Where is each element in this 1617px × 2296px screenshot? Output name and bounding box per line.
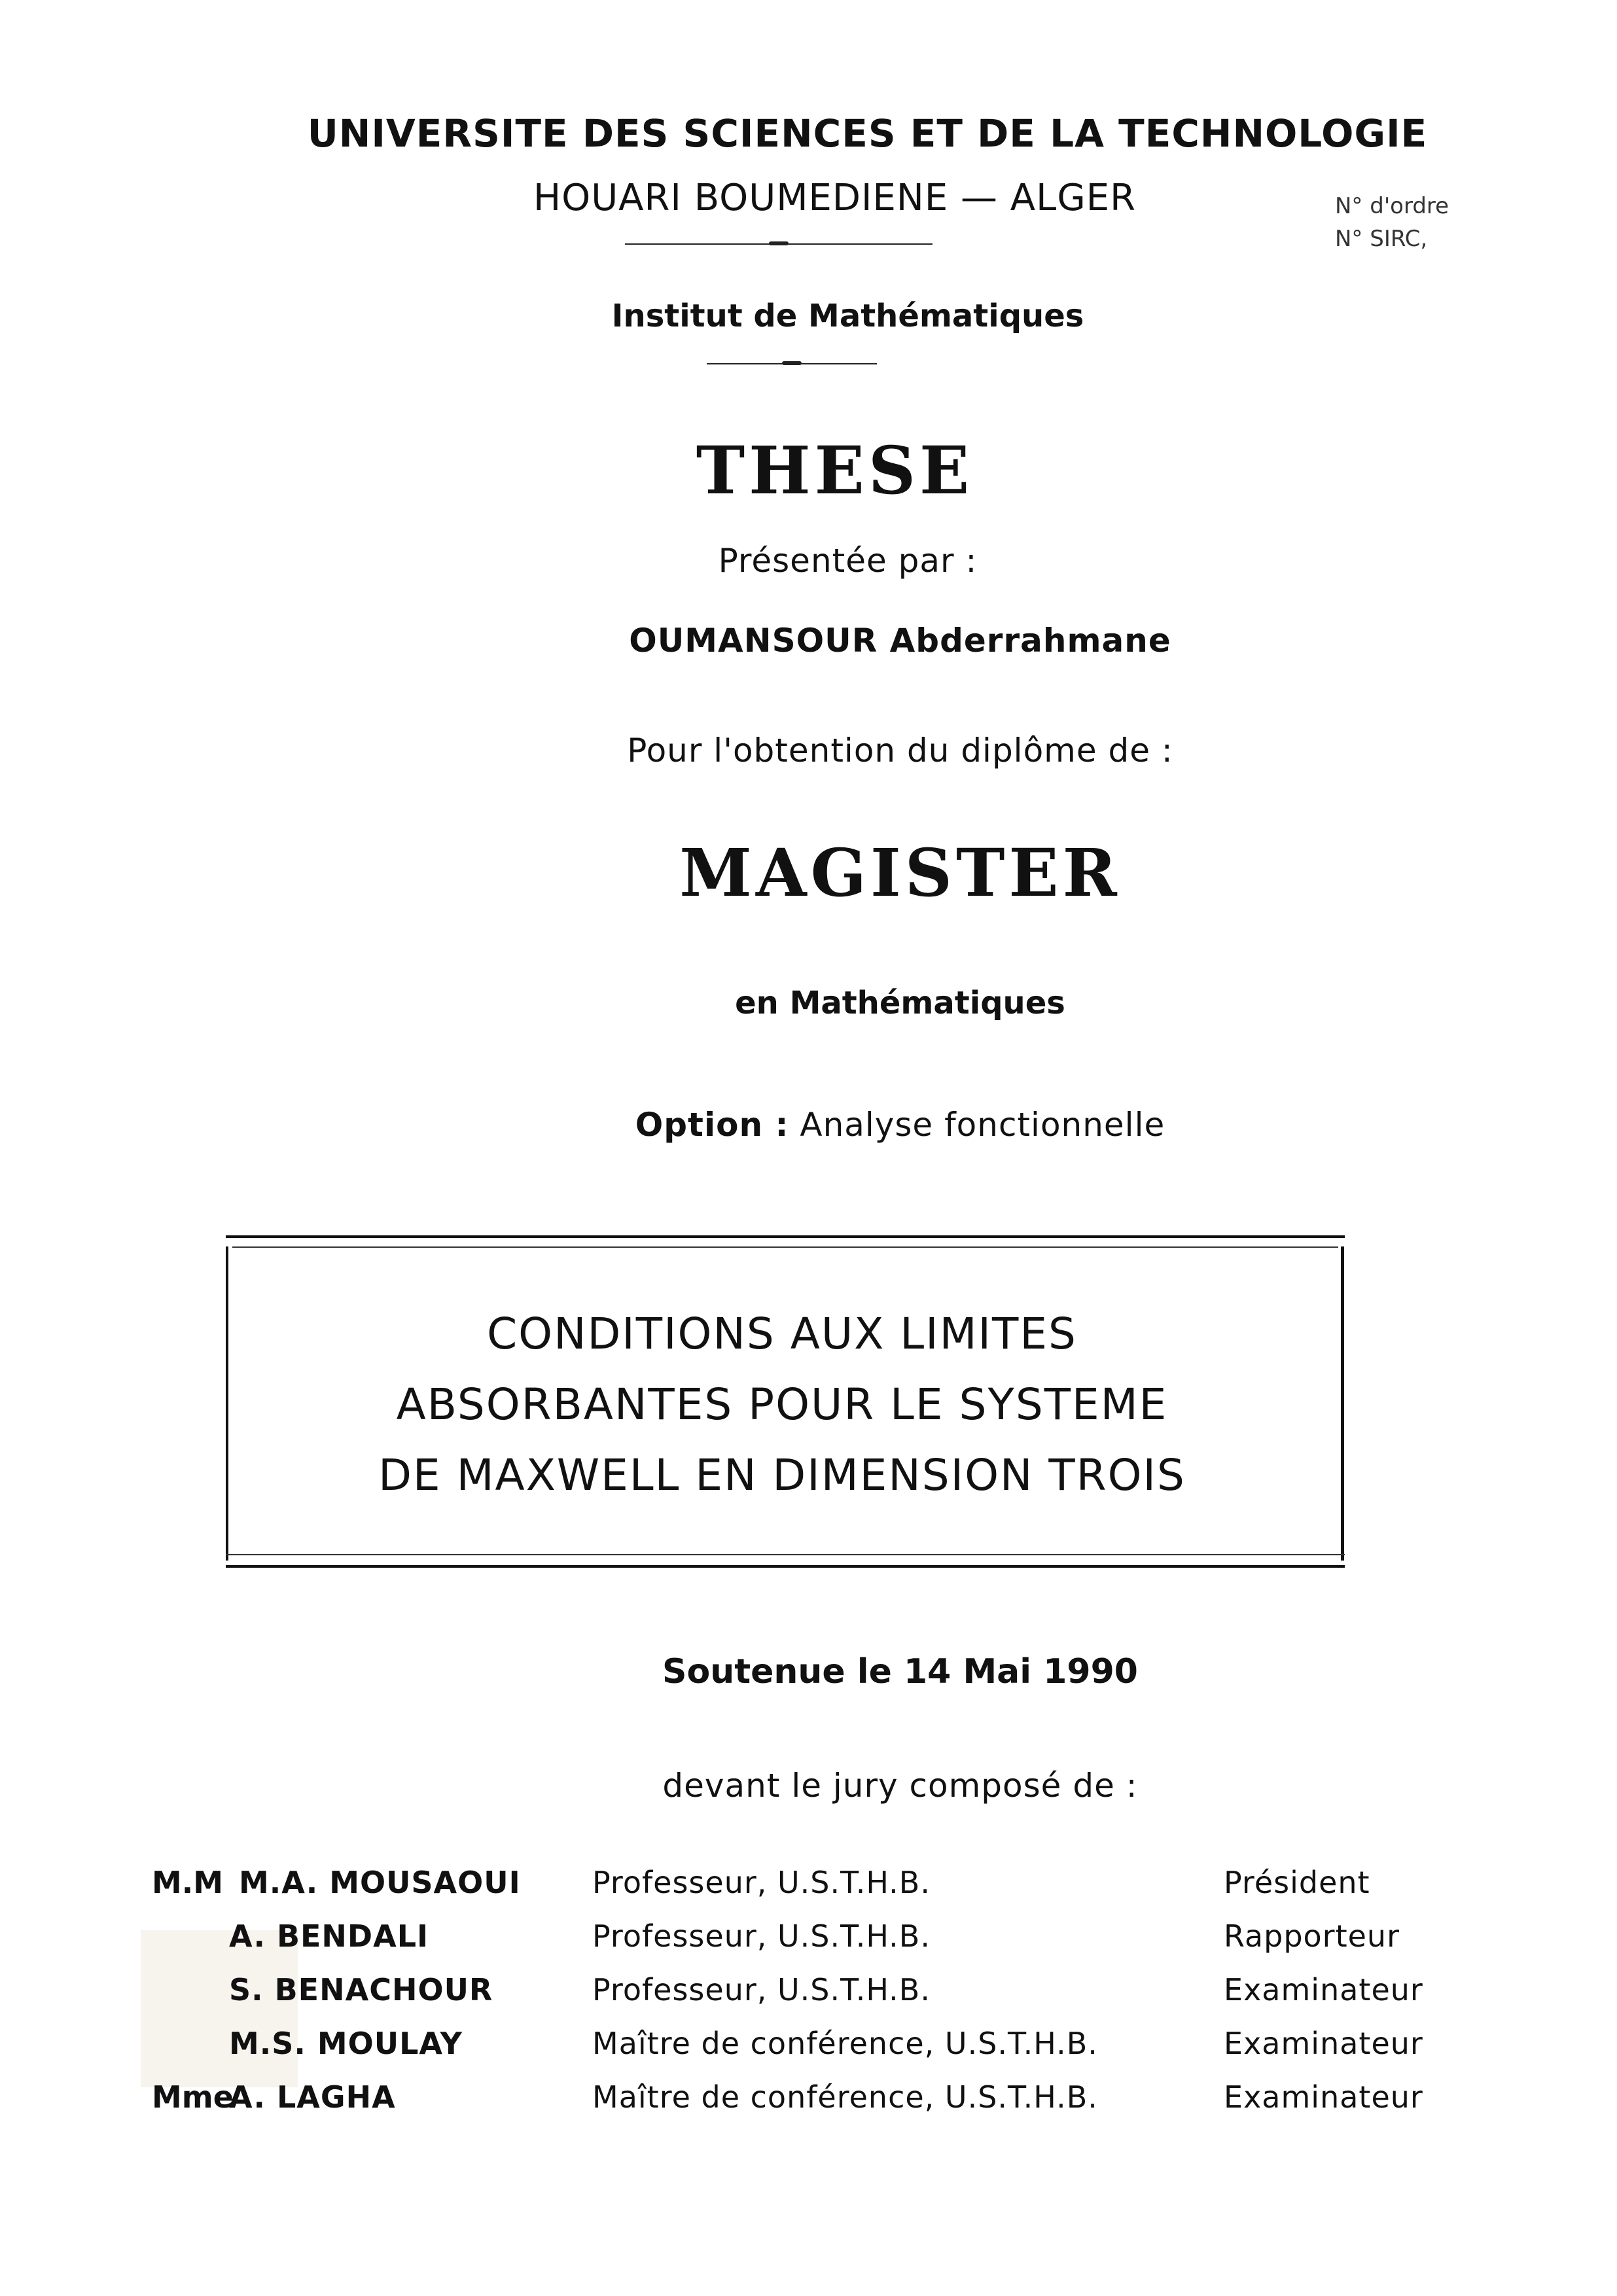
obtention-label: Pour l'obtention du diplôme de : [627,732,1173,769]
thesis-title-line: CONDITIONS AUX LIMITES [487,1309,1077,1359]
jury-name: A. BENDALI [229,1918,429,1954]
option-label: Option : [635,1106,789,1144]
jury-role: Président [1224,1865,1370,1900]
jury-function: Professeur, U.S.T.H.B. [592,1972,931,2007]
author-name: OUMANSOUR Abderrahmane [629,622,1171,660]
thesis-title [226,1299,1338,1511]
degree-name: MAGISTER [679,834,1121,911]
jury-row [0,1865,1617,1917]
jury-role: Rapporteur [1224,1918,1400,1954]
presented-by-label: Présentée par : [718,542,978,580]
university-name: UNIVERSITE DES SCIENCES ET DE LA TECHNOLOGIE [307,111,1428,156]
registry-stamp [1335,190,1449,255]
jury-row [0,2079,1617,2132]
sirc-label: N° SIRC, [1335,226,1428,252]
defense-date: Soutenue le 14 Mai 1990 [662,1652,1138,1691]
jury-role: Examinateur [1224,2026,1423,2061]
jury-name: M.A. MOUSAOUI [239,1865,521,1900]
jury-row [0,1918,1617,1971]
divider [707,363,877,364]
option-line [92,1106,1617,1144]
divider [625,243,933,245]
jury-intro: devant le jury composé de : [662,1767,1138,1805]
jury-role: Examinateur [1224,1972,1423,2007]
thesis-title-line: ABSORBANTES POUR LE SYSTEME [396,1379,1168,1430]
document-type: THESE [696,432,974,509]
university-subtitle: HOUARI BOUMEDIENE — ALGER [533,177,1136,219]
jury-name: S. BENACHOUR [229,1972,493,2007]
jury-function: Professeur, U.S.T.H.B. [592,1865,931,1900]
jury-function: Professeur, U.S.T.H.B. [592,1918,931,1954]
jury-function: Maître de conférence, U.S.T.H.B. [592,2079,1098,2115]
jury-prefix: M.M [152,1865,224,1900]
jury-row [0,1972,1617,2024]
jury-name: A. LAGHA [229,2079,396,2115]
title-frame-top [226,1235,1345,1238]
discipline: en Mathématiques [735,985,1065,1021]
title-frame-bottom-inner [226,1554,1345,1555]
jury-role: Examinateur [1224,2079,1423,2115]
jury-row [0,2026,1617,2078]
institute-name: Institut de Mathématiques [611,298,1084,334]
jury-prefix: Mme [152,2079,234,2115]
title-frame-bottom [226,1565,1345,1568]
ordre-label: N° d'ordre [1335,193,1449,219]
option-value: Analyse fonctionnelle [800,1106,1165,1144]
jury-function: Maître de conférence, U.S.T.H.B. [592,2026,1098,2061]
jury-name: M.S. MOULAY [229,2026,463,2061]
thesis-title-line: DE MAXWELL EN DIMENSION TROIS [378,1450,1186,1500]
